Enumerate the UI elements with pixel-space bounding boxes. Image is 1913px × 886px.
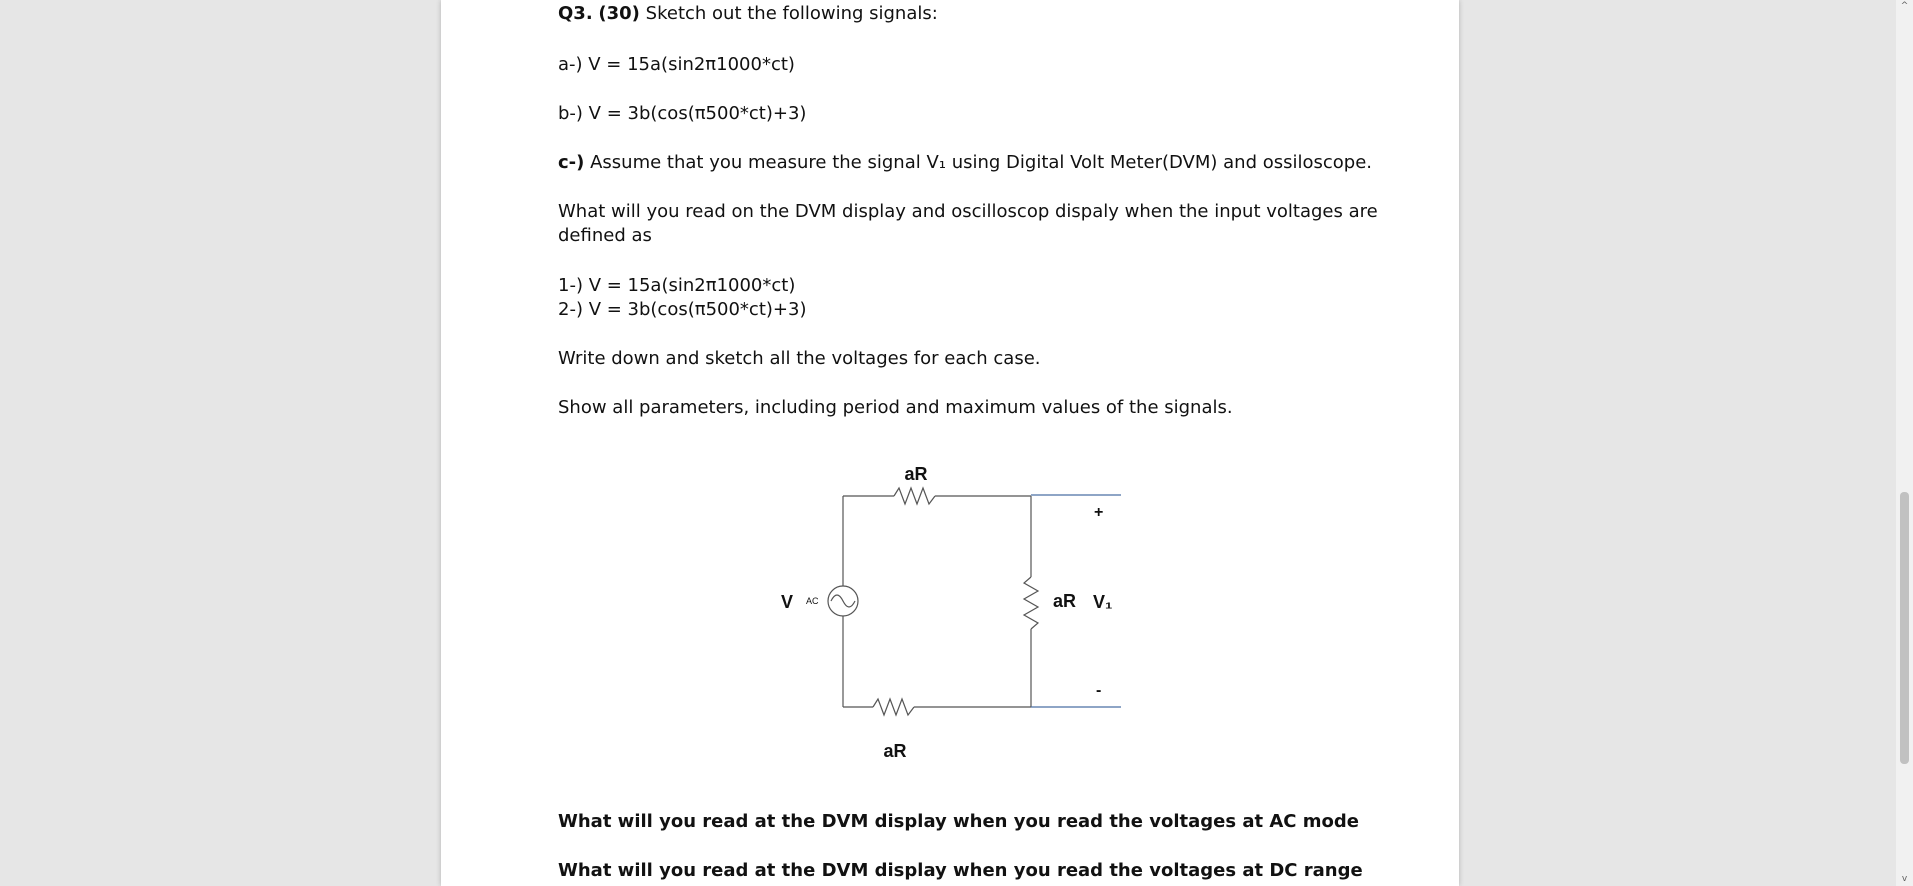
case-2: 2-) V = 3b(cos(π500*ct)+3) [558, 299, 807, 320]
scroll-up-icon[interactable]: ^ [1900, 1, 1909, 11]
what-read-line-2: defined as [558, 225, 652, 246]
source-label: V [781, 592, 794, 612]
part-c-label: c-) [558, 152, 585, 173]
write-down-instruction: Write down and sketch all the voltages for each case. [558, 348, 1041, 369]
plus-sign: + [1094, 504, 1104, 521]
scroll-down-icon[interactable]: v [1901, 874, 1908, 884]
source-type-label: AC [806, 596, 819, 606]
ac-mode-question: What will you read at the DVM display when you read the voltages at AC mode [558, 811, 1359, 832]
document-page [441, 0, 1459, 886]
what-read-line-1: What will you read on the DVM display and oscilloscop dispaly when the input voltages are [558, 201, 1378, 222]
dc-range-question: What will you read at the DVM display when you read the voltages at DC range [558, 860, 1363, 881]
top-resistor-label: aR [904, 464, 928, 484]
question-points: (30) [598, 3, 640, 24]
question-heading [558, 2, 1378, 26]
top-resistor [894, 488, 935, 504]
part-c [558, 151, 1378, 175]
scrollbar-thumb[interactable] [1900, 492, 1909, 764]
minus-sign: - [1096, 682, 1102, 699]
right-resistor [1024, 577, 1038, 629]
part-a: a-) V = 15a(sin2π1000*ct) [558, 54, 795, 75]
cases-list [558, 274, 1378, 322]
what-read-paragraph [558, 200, 1378, 248]
part-b: b-) V = 3b(cos(π500*ct)+3) [558, 103, 807, 124]
output-voltage-label: V₁ [1093, 592, 1113, 612]
bottom-resistor [873, 699, 914, 715]
right-resistor-label: aR [1053, 591, 1077, 611]
question-number: Q3. [558, 3, 593, 24]
show-all-instruction: Show all parameters, including period and maximum values of the signals. [558, 397, 1233, 418]
part-c-text: Assume that you measure the signal V₁ using Digital Volt Meter(DVM) and ossiloscope. [590, 152, 1373, 173]
bottom-resistor-label: aR [883, 741, 907, 761]
vertical-scrollbar[interactable] [1896, 0, 1913, 886]
question-heading-text: Sketch out the following signals: [645, 3, 938, 24]
circuit-diagram [781, 455, 1121, 775]
case-1: 1-) V = 15a(sin2π1000*ct) [558, 275, 796, 296]
